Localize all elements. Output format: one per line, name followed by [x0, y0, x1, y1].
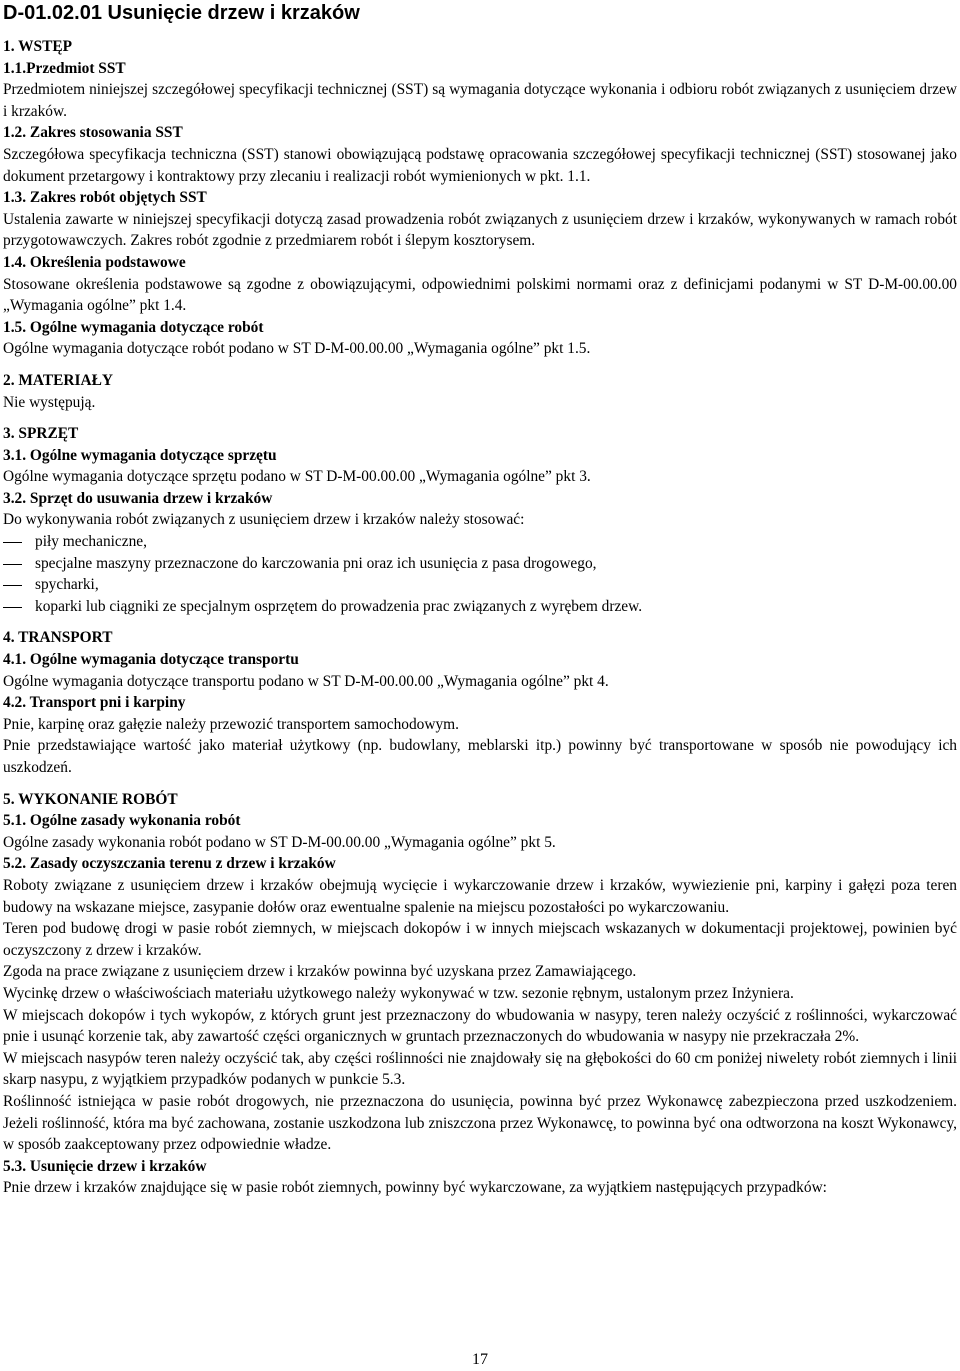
section-5-1-heading: 5.1. Ogólne zasady wykonania robót [3, 812, 241, 830]
list-item: spycharki, [3, 574, 957, 596]
section-1-3-heading: 1.3. Zakres robót objętych SST [3, 189, 207, 207]
section-1-1-heading: 1.1.Przedmiot SST [3, 59, 126, 77]
section-5-heading: 5. WYKONANIE ROBÓT [3, 790, 178, 808]
section-3-1-text: Ogólne wymagania dotyczące sprzętu podano w ST D-M-00.00.00 „Wymagania ogólne” pkt 3. [3, 468, 591, 486]
section-2-text: Nie występują. [3, 393, 96, 411]
section-1-heading: 1. WSTĘP [3, 38, 72, 55]
section-5-2-paragraph: W miejscach nasypów teren należy oczyścić tak, aby części roślinności nie znajdowały się na głębokości do 60 cm poniżej niwelety robót ziemnych i linii skarp nasypu, z wyjątkiem przypadków podanych w punkcie 5.3. [3, 1049, 957, 1089]
section-1-4-text: Stosowane określenia podstawowe są zgodne z obowiązującymi, odpowiednimi polskimi normami oraz z definicjami podanymi w ST D-M-00.00.00 „Wymagania ogólne” pkt 1.4. [3, 275, 957, 315]
section-1-5-heading: 1.5. Ogólne wymagania dotyczące robót [3, 318, 264, 336]
section-4-2-heading: 4.2. Transport pni i karpiny [3, 694, 186, 712]
section-3-heading: 3. SPRZĘT [3, 425, 79, 443]
section-1-5-text: Ogólne wymagania dotyczące robót podano w ST D-M-00.00.00 „Wymagania ogólne” pkt 1.5. [3, 340, 591, 358]
section-5-2-paragraph: Zgoda na prace związane z usunięciem drzew i krzaków powinna być uzyskana przez Zamawiającego. [3, 963, 637, 981]
section-4-1-heading: 4.1. Ogólne wymagania dotyczące transportu [3, 651, 299, 669]
section-3-2-heading: 3.2. Sprzęt do usuwania drzew i krzaków [3, 489, 273, 507]
section-5-2-paragraph: Roślinność istniejąca w pasie robót drogowych, nie przeznaczona do usunięcia, powinna być przez Wykonawcę zabezpieczona przed uszkodzeniem. Jeżeli roślinność, która ma być zachowana, zostanie uszkodzona lub zniszczona przez Wykonawcę, to powinna być ona odtworzona na koszt Wykonawcy, w sposób zaakceptowany przez odpowiednie władze. [3, 1092, 957, 1154]
section-1-4-heading: 1.4. Określenia podstawowe [3, 253, 186, 271]
list-item: koparki lub ciągniki ze specjalnym osprzętem do prowadzenia prac związanych z wyrębem drzew. [3, 596, 957, 618]
list-item: piły mechaniczne, [3, 531, 957, 553]
section-4-2-text-1: Pnie, karpinę oraz gałęzie należy przewozić transportem samochodowym. [3, 715, 459, 733]
page-number: 17 [472, 1351, 488, 1368]
section-5-3-heading: 5.3. Usunięcie drzew i krzaków [3, 1157, 207, 1175]
section-1-1-text: Przedmiotem niniejszej szczegółowej specyfikacji technicznej (SST) są wymagania dotyczące wykonania i odbioru robót związanych z usunięciem drzew i krzaków. [3, 81, 957, 120]
section-5-2-paragraph: Wycinkę drzew o właściwościach materiału użytkowego należy wykonywać w tzw. sezonie rębnym, ustalonym przez Inżyniera. [3, 984, 794, 1002]
section-2-heading: 2. MATERIAŁY [3, 371, 114, 389]
section-4-1-text: Ogólne wymagania dotyczące transportu podano w ST D-M-00.00.00 „Wymagania ogólne” pkt 4. [3, 672, 609, 690]
section-5-2-paragraph: Teren pod budowę drogi w pasie robót ziemnych, w miejscach dokopów i w innych miejscach wskazanych w dokumentacji projektowej, powinien być oczyszczony z drzew i krzaków. [3, 920, 957, 959]
document-title: D-01.02.01 Usunięcie drzew i krzaków [3, 2, 360, 24]
section-1-2-heading: 1.2. Zakres stosowania SST [3, 124, 183, 142]
section-1-3-text: Ustalenia zawarte w niniejszej specyfikacji dotyczą zasad prowadzenia robót związanych z usunięciem drzew i krzaków, wykonywanych w ramach robót przygotowawczych. Zakres robót zgodnie z przedmiarem robót i ślepym kosztorysem. [3, 210, 957, 250]
section-5-2-paragraph: W miejscach dokopów i tych wykopów, z których grunt jest przeznaczony do wbudowania w nasypy, teren należy oczyścić z roślinności, wykarczować pnie i usunąć korzenie tak, aby zawartość części organicznych w gruntach przeznaczonych do wbudowania w nasypy nie przekraczała 2%. [3, 1006, 957, 1046]
document-body [3, 0, 957, 1199]
section-3-2-text: Do wykonywania robót związanych z usunięciem drzew i krzaków należy stosować: [3, 511, 525, 529]
equipment-list [3, 531, 957, 617]
section-5-1-text: Ogólne zasady wykonania robót podano w ST D-M-00.00.00 „Wymagania ogólne” pkt 5. [3, 833, 556, 851]
section-3-1-heading: 3.1. Ogólne wymagania dotyczące sprzętu [3, 446, 277, 464]
section-5-3-text: Pnie drzew i krzaków znajdujące się w pasie robót ziemnych, powinny być wykarczowane, za wyjątkiem następujących przypadków: [3, 1179, 827, 1197]
section-4-2-text-2: Pnie przedstawiające wartość jako materiał użytkowy (np. budowlany, meblarski itp.) powinny być transportowane w sposób nie powodujący ich uszkodzeń. [3, 737, 957, 776]
section-5-2-paragraph: Roboty związane z usunięciem drzew i krzaków obejmują wycięcie i wykarczowanie drzew i krzaków, wywiezienie pni, karpiny i gałęzi poza teren budowy na wskazane miejsce, zasypanie dołów oraz ewentualne spalenie na miejscu pozostałości po wykarczowaniu. [3, 876, 957, 916]
section-5-2-heading: 5.2. Zasady oczyszczania terenu z drzew i krzaków [3, 855, 336, 873]
section-4-heading: 4. TRANSPORT [3, 629, 113, 647]
list-item: specjalne maszyny przeznaczone do karczowania pni oraz ich usunięcia z pasa drogowego, [3, 553, 957, 575]
section-1-2-text: Szczegółowa specyfikacja techniczna (SST) stanowi obowiązującą podstawę opracowania szczegółowej specyfikacji technicznej (SST) stosowanej jako dokument przetargowy i kontraktowy przy zlecaniu i realizacji robót wymienionych w pkt. 1.1. [3, 145, 957, 185]
